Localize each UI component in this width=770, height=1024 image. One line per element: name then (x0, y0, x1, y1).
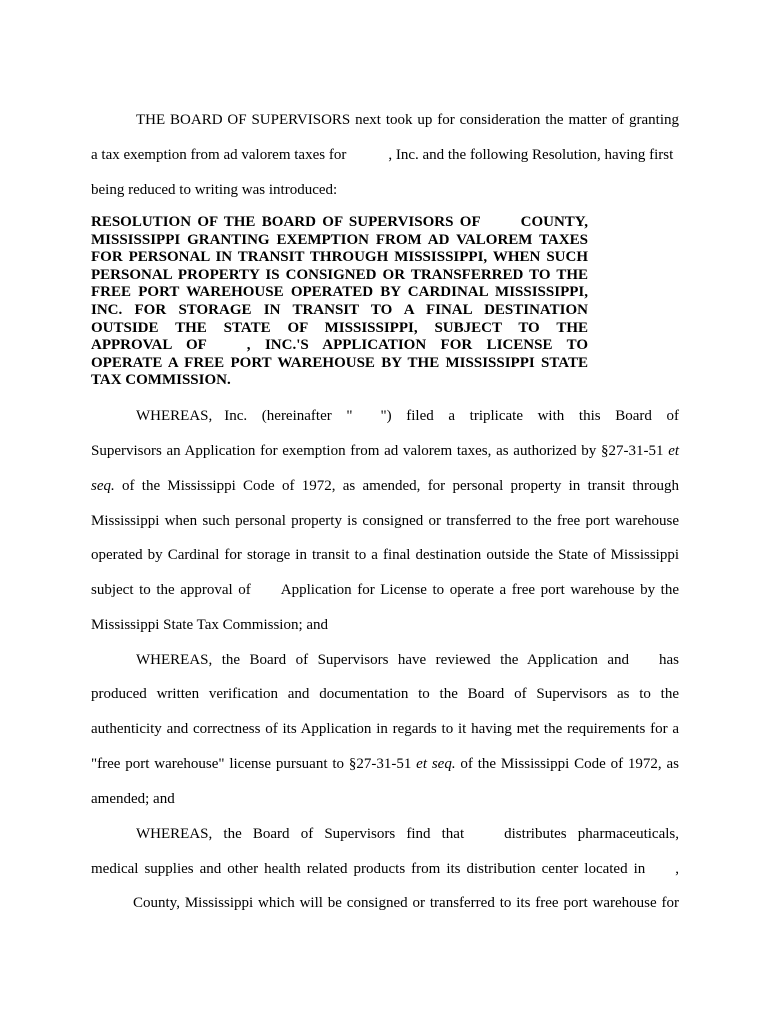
intro-line-1: THE BOARD OF SUPERVISORS next took up for consideration the matter of granting (136, 112, 679, 128)
whereas1-line-3: seq. of the Mississippi Code of 1972, as amended, for personal property in transit through (91, 478, 680, 494)
whereas2-line-3: authenticity and correctness of its Application in regards to it having met the requirements for a (91, 721, 679, 737)
intro-line-3: being reduced to writing was introduced: (91, 182, 338, 198)
whereas3-line-1: WHEREAS, the Board of Supervisors find that distributes pharmaceuticals, (136, 826, 679, 842)
whereas2-line-2: produced written verification and documentation to the Board of Supervisors as to the (91, 686, 679, 702)
whereas3-line-3: County, Mississippi which will be consigned or transferred to its free port warehouse for (133, 895, 679, 911)
whereas1-line-2: Supervisors an Application for exemption from ad valorem taxes, as authorized by §27-31-51 et (91, 443, 680, 459)
heading-line-5: FREE PORT WAREHOUSE OPERATED BY CARDINAL MISSISSIPPI, (91, 284, 588, 300)
heading-line-6: INC. FOR STORAGE IN TRANSIT TO A FINAL DESTINATION (91, 302, 588, 318)
whereas2-line-5: amended; and (91, 791, 175, 807)
whereas1-line-7: Mississippi State Tax Commission; and (91, 617, 329, 633)
heading-line-10: TAX COMMISSION. (91, 372, 231, 388)
heading-line-8: APPROVAL OF , INC.'S APPLICATION FOR LICENSE TO (91, 337, 588, 353)
whereas1-line-6: subject to the approval of Application for License to operate a free port warehouse by the (91, 582, 679, 598)
whereas1-line-4: Mississippi when such personal property is consigned or transferred to the free port warehouse (91, 513, 679, 529)
heading-line-9: OPERATE A FREE PORT WAREHOUSE BY THE MISSISSIPPI STATE (91, 355, 588, 371)
whereas3-line-2: medical supplies and other health related products from its distribution center located in , (91, 861, 679, 877)
whereas2-line-4: "free port warehouse" license pursuant to §27-31-51 et seq. of the Mississippi Code of 1972, as (91, 756, 680, 772)
heading-line-3: FOR PERSONAL IN TRANSIT THROUGH MISSISSIPPI, WHEN SUCH (91, 249, 588, 265)
whereas1-line-5: operated by Cardinal for storage in transit to a final destination outside the State of Mississippi (91, 547, 679, 563)
heading-line-2: MISSISSIPPI GRANTING EXEMPTION FROM AD VALOREM TAXES (91, 232, 588, 248)
heading-line-4: PERSONAL PROPERTY IS CONSIGNED OR TRANSFERRED TO THE (91, 267, 588, 283)
whereas2-line-1: WHEREAS, the Board of Supervisors have reviewed the Application and has (136, 652, 679, 668)
heading-line-7: OUTSIDE THE STATE OF MISSISSIPPI, SUBJECT TO THE (91, 320, 588, 336)
intro-line-2: a tax exemption from ad valorem taxes for , Inc. and the following Resolution, having first (91, 147, 674, 163)
heading-line-1: RESOLUTION OF THE BOARD OF SUPERVISORS OF COUNTY, (91, 214, 588, 230)
whereas1-line-1: WHEREAS, Inc. (hereinafter " ") filed a triplicate with this Board of (136, 408, 679, 424)
